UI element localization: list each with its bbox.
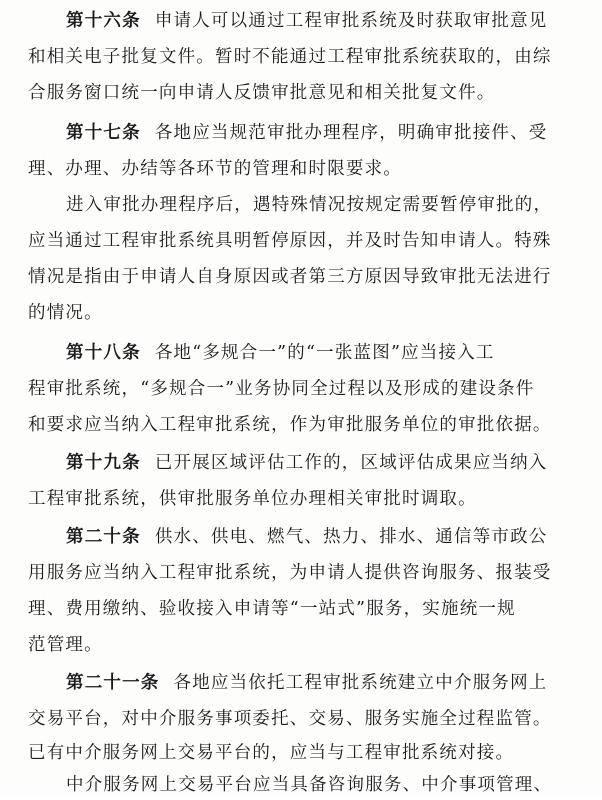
- article-19-heading: 第十九条: [66, 453, 141, 473]
- article-20-line-4: 范管理。: [28, 635, 103, 655]
- article-19-line-2: 工程审批系统，供审批服务单位办理相关审批时调取。: [28, 489, 477, 509]
- article-20-line-2: 用服务应当纳入工程审批系统，为申请人提供咨询服务、报装受: [28, 563, 552, 583]
- article-16-line-2: 和相关电子批复文件。暂时不能通过工程审批系统获取的，由综: [28, 47, 552, 67]
- article-21-line-2: 交易平台，对中介服务事项委托、交易、服务实施全过程监管。: [28, 709, 552, 729]
- article-16-line-1: 第十六条 申请人可以通过工程审批系统及时获取审批意见: [66, 11, 548, 31]
- article-17-para-1-line-2: 应当通过工程审批系统具明暂停原因，并及时告知申请人。特殊: [28, 231, 552, 251]
- article-17-para-1-line-3: 情况是指由于申请人自身原因或者第三方原因导致审批无法进行: [28, 267, 552, 287]
- article-17-line-1: 第十七条 各地应当规范审批办理程序，明确审批接件、受: [66, 123, 548, 143]
- article-17-para-1-line-4: 的情况。: [28, 303, 103, 323]
- article-21-line-1: 第二十一条 各地应当依托工程审批系统建立中介服务网上: [66, 673, 548, 693]
- article-20-line-3: 理、费用缴纳、验收接入申请等“一站式”服务，实施统一规: [28, 599, 516, 619]
- article-18-heading: 第十八条: [66, 343, 141, 363]
- article-21-para-1-line-1: 中介服务网上交易平台应当具备咨询服务、中介事项管理、: [66, 775, 553, 795]
- article-16-line-3: 合服务窗口统一向申请人反馈审批意见和相关批复文件。: [28, 83, 496, 103]
- article-19-line-1: 第十九条 已开展区域评估工作的，区域评估成果应当纳入: [66, 453, 548, 473]
- article-18-line-2: 程审批系统，“多规合一”业务协同全过程以及形成的建设条件: [28, 379, 535, 399]
- article-21-heading: 第二十一条: [66, 673, 160, 693]
- article-21-line-3: 已有中介服务网上交易平台的，应当与工程审批系统对接。: [28, 743, 515, 763]
- article-17-para-1-line-1: 进入审批办理程序后，遇特殊情况按规定需要暂停审批的，: [66, 195, 553, 215]
- article-16-heading: 第十六条: [66, 11, 141, 31]
- article-20-heading: 第二十条: [66, 527, 141, 547]
- article-20-line-1: 第二十条 供水、供电、燃气、热力、排水、通信等市政公: [66, 527, 548, 547]
- article-17-heading: 第十七条: [66, 123, 141, 143]
- article-18-line-3: 和要求应当纳入工程审批系统，作为审批服务单位的审批依据。: [28, 415, 552, 435]
- article-18-line-1: 第十八条 各地“多规合一”的“一张蓝图”应当接入工: [66, 343, 495, 363]
- article-17-line-2: 理、办理、办结等各环节的管理和时限要求。: [28, 159, 402, 179]
